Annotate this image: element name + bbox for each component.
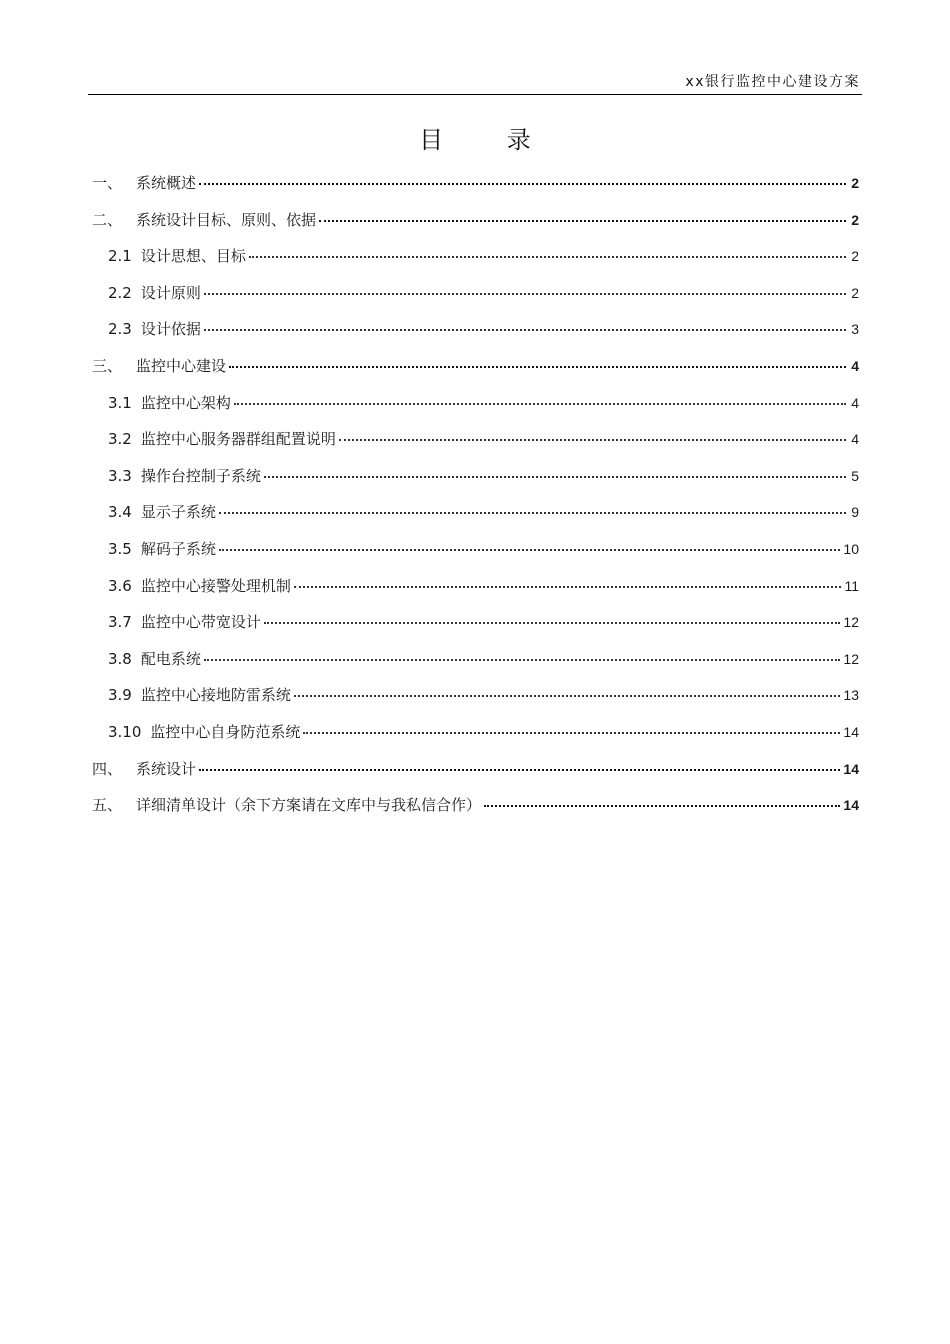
toc-entry[interactable] <box>92 245 859 282</box>
toc-dot-leader <box>229 366 846 368</box>
toc-entry[interactable] <box>92 209 859 246</box>
toc-entry-label: 监控中心带宽设计 <box>140 613 261 632</box>
toc-entry-page: 2 <box>851 248 859 265</box>
toc-dot-leader <box>199 769 840 771</box>
toc-entry-number: 一、 <box>92 174 123 192</box>
toc-entry-label: 系统设计目标、原则、依据 <box>136 210 317 229</box>
toc-entry-page: 14 <box>843 797 859 814</box>
toc-entry-page: 12 <box>843 650 859 667</box>
toc-dot-leader <box>234 403 846 405</box>
toc-entry[interactable] <box>92 575 859 612</box>
toc-entry-label: 监控中心架构 <box>140 393 231 412</box>
toc-dot-leader <box>219 512 846 514</box>
toc-entry-label: 设计原则 <box>140 283 201 302</box>
toc-entry-number: 2.3 <box>108 320 132 339</box>
toc-dot-leader <box>303 732 840 734</box>
toc-entry-number: 2.2 <box>108 283 132 302</box>
toc-entry-page: 9 <box>851 504 859 521</box>
toc-entry-number: 三、 <box>92 356 123 375</box>
toc-entry-label: 设计思想、目标 <box>140 247 246 266</box>
toc-entry-label: 详细清单设计（余下方案请在文库中与我私信合作） <box>136 796 482 815</box>
toc-entry-page: 4 <box>851 357 859 374</box>
toc-dot-leader <box>294 586 842 588</box>
toc-dot-leader <box>204 293 846 295</box>
toc-dot-leader <box>294 695 841 697</box>
header-title: xx银行监控中心建设方案 <box>685 74 860 90</box>
toc-dot-leader <box>319 220 846 222</box>
toc-entry-number: 3.4 <box>108 503 132 522</box>
toc-entry-page: 2 <box>851 284 859 301</box>
toc-entry-number: 二、 <box>92 210 123 229</box>
toc-entry-number: 3.9 <box>108 686 132 705</box>
toc-dot-leader <box>339 439 846 441</box>
toc-dot-leader <box>199 183 846 185</box>
toc-entry[interactable] <box>92 611 859 648</box>
toc-entry[interactable] <box>92 794 859 831</box>
toc-entry-label: 显示子系统 <box>140 503 216 522</box>
toc-title: 目 录 <box>419 126 559 154</box>
toc-dot-leader <box>219 549 841 551</box>
toc-entry-label: 解码子系统 <box>140 539 216 558</box>
toc-entry-label: 设计依据 <box>140 320 201 339</box>
toc-entry-label: 监控中心服务器群组配置说明 <box>140 430 336 449</box>
toc-entry[interactable] <box>92 465 859 502</box>
toc-entry-label: 系统概述 <box>136 174 197 192</box>
toc-entry-number: 3.5 <box>108 539 132 558</box>
toc-entry-label: 监控中心自身防范系统 <box>150 722 301 741</box>
toc-entry[interactable] <box>92 684 859 721</box>
toc-dot-leader <box>204 659 841 661</box>
toc-entry-label: 监控中心接警处理机制 <box>140 576 291 595</box>
toc-dot-leader <box>204 329 846 331</box>
toc-entry[interactable] <box>92 282 859 319</box>
toc-entry-label: 系统设计 <box>136 759 197 778</box>
toc-entry-label: 监控中心接地防雷系统 <box>140 686 291 705</box>
toc-entry-label: 操作台控制子系统 <box>140 466 261 485</box>
toc-entry-number: 2.1 <box>108 247 132 266</box>
toc-entry-number: 3.2 <box>108 430 132 449</box>
toc-entry[interactable] <box>92 721 859 758</box>
toc-entry[interactable] <box>92 428 859 465</box>
toc-entry-page: 3 <box>851 321 859 338</box>
toc-entry[interactable] <box>92 172 859 209</box>
toc-dot-leader <box>264 476 846 478</box>
toc-entry-number: 3.6 <box>108 576 132 595</box>
toc-entry[interactable] <box>92 355 859 392</box>
toc-entry-label: 监控中心建设 <box>136 356 227 375</box>
toc-entry[interactable] <box>92 648 859 685</box>
toc-entry-page: 10 <box>843 540 859 557</box>
toc-entry-label: 配电系统 <box>140 649 201 668</box>
toc-entry-page: 13 <box>843 687 859 704</box>
page-header <box>88 70 862 95</box>
toc-entry[interactable] <box>92 538 859 575</box>
toc-entry-number: 3.3 <box>108 466 132 485</box>
toc-entry[interactable] <box>92 758 859 795</box>
toc-entry-page: 14 <box>843 760 859 777</box>
toc-entry-page: 4 <box>851 394 859 411</box>
toc-entry[interactable] <box>92 318 859 355</box>
toc-entry-page: 11 <box>844 577 859 594</box>
toc-entry-number: 3.1 <box>108 393 132 412</box>
toc-entry-number: 五、 <box>92 796 123 815</box>
toc-entry-page: 4 <box>851 431 859 448</box>
toc-entry-page: 2 <box>851 175 859 191</box>
toc-entry-page: 5 <box>851 467 859 484</box>
toc-entry[interactable] <box>92 392 859 429</box>
toc-entry[interactable] <box>92 501 859 538</box>
table-of-contents <box>92 172 859 831</box>
toc-entry-number: 3.7 <box>108 613 132 632</box>
toc-entry-page: 14 <box>843 723 859 740</box>
toc-dot-leader <box>249 256 846 258</box>
toc-entry-number: 3.8 <box>108 649 132 668</box>
toc-entry-number: 3.10 <box>108 722 142 741</box>
toc-entry-page: 2 <box>851 211 859 228</box>
toc-entry-page: 12 <box>843 614 859 631</box>
toc-dot-leader <box>264 622 841 624</box>
toc-dot-leader <box>484 805 840 807</box>
toc-entry-number: 四、 <box>92 759 123 778</box>
